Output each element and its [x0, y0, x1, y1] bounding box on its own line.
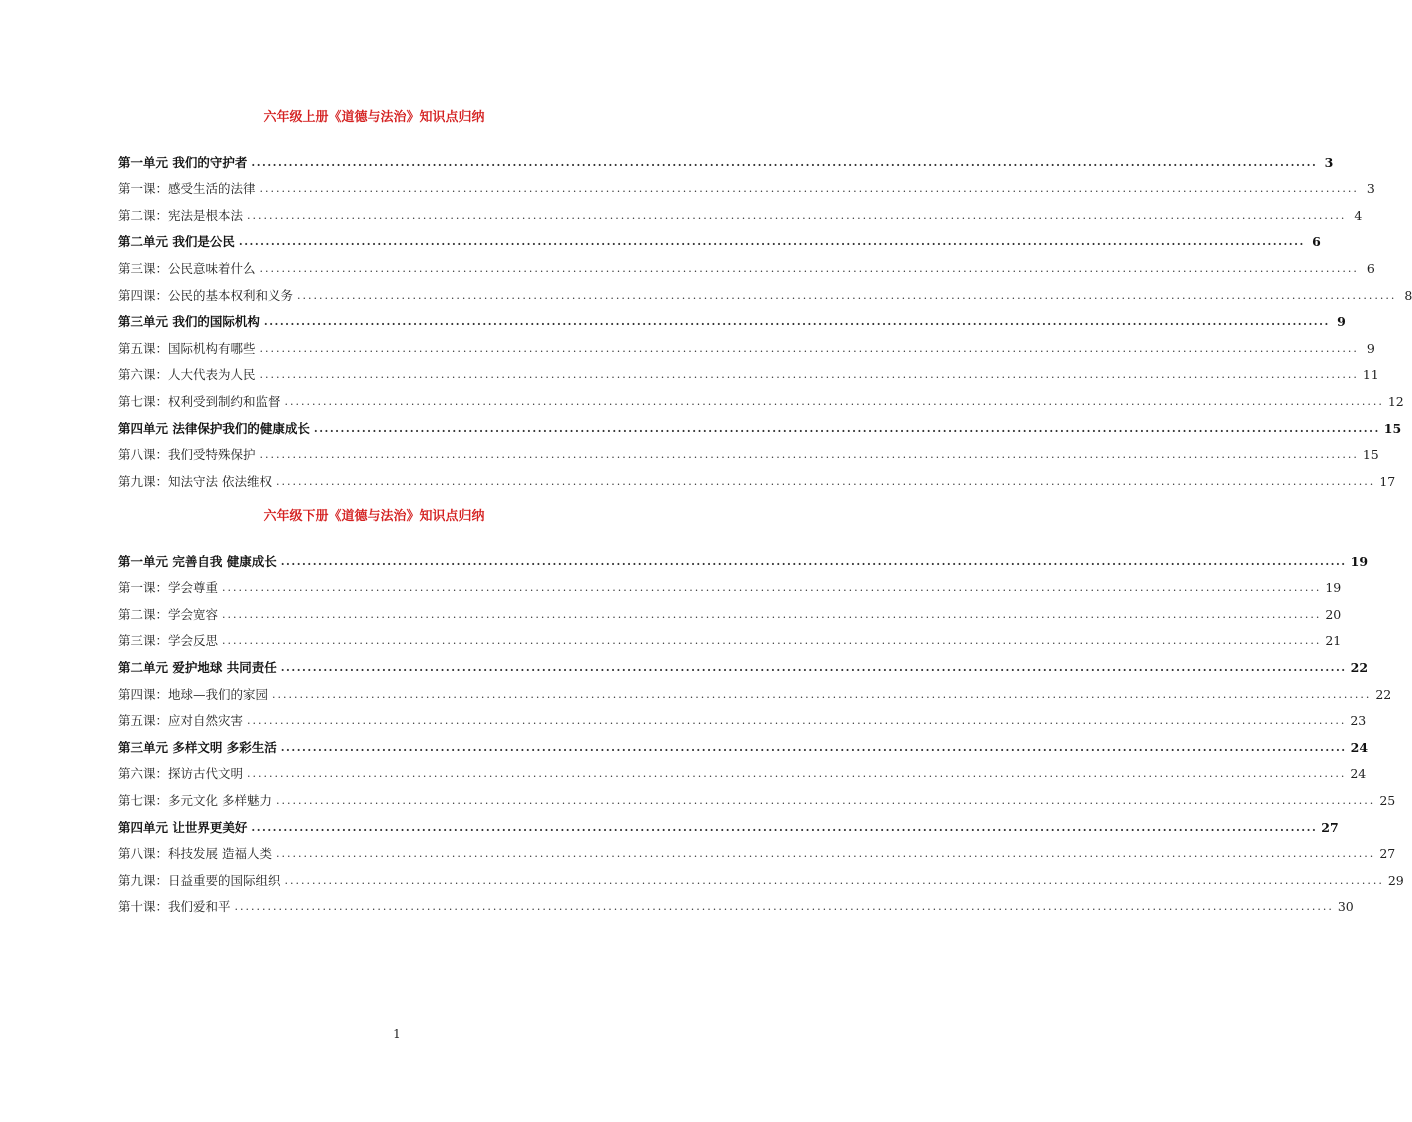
- toc-entry-title: 第三课：学会反思: [118, 633, 219, 649]
- dot-leader: ........................................................................................................................................................................................................: [247, 767, 1347, 781]
- dot-leader: ........................................................................................................................................................................................................: [238, 235, 1305, 249]
- toc-entry-page: 25: [1379, 792, 1396, 808]
- toc-entry-page: 6: [1366, 260, 1375, 276]
- toc-entry-title: 第二课：学会宽容: [118, 606, 219, 622]
- dot-leader: ........................................................................................................................................................................................................: [259, 182, 1359, 196]
- toc-lesson-entry[interactable]: [118, 197, 1363, 224]
- toc-entry-title: 第二单元 我们是公民: [118, 234, 235, 250]
- toc-entry-title: 第一课：感受生活的法律: [118, 181, 256, 197]
- toc-unit-entry[interactable]: [118, 144, 1334, 171]
- toc-entry-page: 29: [1387, 872, 1404, 888]
- toc-lesson-entry[interactable]: [118, 570, 1342, 597]
- toc-entry-page: 8: [1404, 287, 1412, 303]
- dot-leader: ........................................................................................................................................................................................................: [247, 208, 1347, 222]
- toc-lesson-entry[interactable]: [118, 782, 1396, 809]
- toc-entry-title: 第六课：探访古代文明: [118, 766, 244, 782]
- toc-entry-title: 第四单元 法律保护我们的健康成长: [118, 420, 310, 436]
- toc-entry-title: 第三单元 我们的国际机构: [118, 314, 260, 330]
- toc-lesson-entry[interactable]: [118, 330, 1375, 357]
- toc-entry-page: 19: [1350, 553, 1369, 569]
- toc-entry-title: 第九课：日益重要的国际组织: [118, 872, 281, 888]
- toc-lesson-entry[interactable]: [118, 463, 1396, 490]
- dot-leader: ........................................................................................................................................................................................................: [234, 900, 1334, 914]
- dot-leader: ........................................................................................................................................................................................................: [259, 341, 1359, 355]
- dot-leader: ........................................................................................................................................................................................................: [313, 421, 1380, 435]
- toc-entry-page: 19: [1325, 580, 1342, 596]
- dot-leader: ........................................................................................................................................................................................................: [272, 687, 1372, 701]
- dot-leader: ........................................................................................................................................................................................................: [247, 714, 1347, 728]
- page-number: 1: [393, 1027, 401, 1041]
- toc-lesson-entry[interactable]: [118, 596, 1342, 623]
- toc-unit-entry[interactable]: [118, 649, 1369, 676]
- toc-entry-page: 9: [1366, 340, 1375, 356]
- toc-entry-page: 22: [1350, 659, 1369, 675]
- toc-entry-page: 27: [1379, 846, 1396, 862]
- toc-entry-page: 24: [1350, 766, 1367, 782]
- toc-entry-page: 6: [1312, 234, 1321, 250]
- toc-entry-title: 第八课：我们受特殊保护: [118, 447, 256, 463]
- toc-lesson-entry[interactable]: [118, 756, 1367, 783]
- toc-lesson-entry[interactable]: [118, 836, 1396, 863]
- toc-entry-page: 15: [1362, 447, 1379, 463]
- toc-entry-page: 3: [1366, 181, 1375, 197]
- dot-leader: ........................................................................................................................................................................................................: [280, 554, 1347, 568]
- toc-entry-title: 第九课：知法守法 依法维权: [118, 473, 272, 489]
- dot-leader: ........................................................................................................................................................................................................: [280, 660, 1347, 674]
- dot-leader: ........................................................................................................................................................................................................: [263, 315, 1330, 329]
- toc-entry-page: 12: [1387, 393, 1404, 409]
- dot-leader: ........................................................................................................................................................................................................: [280, 740, 1347, 754]
- dot-leader: ........................................................................................................................................................................................................: [284, 394, 1384, 408]
- dot-leader: ........................................................................................................................................................................................................: [259, 368, 1359, 382]
- toc-entry-title: 第八课：科技发展 造福人类: [118, 846, 272, 862]
- toc-entry-title: 第四单元 让世界更美好: [118, 819, 248, 835]
- toc-entry-page: 21: [1325, 633, 1342, 649]
- toc-entry-title: 第一单元 我们的守护者: [118, 154, 248, 170]
- toc-entry-page: 17: [1379, 473, 1396, 489]
- toc-section-upper: [118, 108, 1412, 490]
- toc-unit-entry[interactable]: [118, 224, 1321, 251]
- toc-entry-page: 24: [1350, 739, 1369, 755]
- toc-lesson-entry[interactable]: [118, 171, 1375, 198]
- dot-leader: ........................................................................................................................................................................................................: [259, 448, 1359, 462]
- toc-unit-entry[interactable]: [118, 410, 1402, 437]
- dot-leader: ........................................................................................................................................................................................................: [275, 847, 1376, 861]
- section-heading: 六年级上册《道德与法治》知识点归纳: [263, 110, 485, 125]
- toc-entry-title: 第四课：地球—我们的家园: [118, 686, 269, 702]
- toc-entry-title: 第二单元 爱护地球 共同责任: [118, 659, 277, 675]
- toc-entry-title: 第十课：我们爱和平: [118, 899, 231, 915]
- dot-leader: ........................................................................................................................................................................................................: [275, 793, 1376, 807]
- toc-lesson-entry[interactable]: [118, 277, 1412, 304]
- toc-entry-title: 第二课：宪法是根本法: [118, 207, 244, 223]
- toc-lesson-entry[interactable]: [118, 250, 1375, 277]
- toc-entry-page: 20: [1325, 606, 1342, 622]
- dot-leader: ........................................................................................................................................................................................................: [222, 607, 1322, 621]
- toc-lesson-entry[interactable]: [118, 623, 1342, 650]
- toc-entry-page: 27: [1321, 819, 1339, 835]
- toc-lesson-entry[interactable]: [118, 889, 1354, 916]
- toc-unit-entry[interactable]: [118, 543, 1369, 570]
- toc-unit-entry[interactable]: [118, 304, 1346, 331]
- dot-leader: ........................................................................................................................................................................................................: [275, 474, 1376, 488]
- toc-entry-title: 第七课：权利受到制约和监督: [118, 393, 281, 409]
- dot-leader: ........................................................................................................................................................................................................: [259, 261, 1359, 275]
- toc-entry-title: 第三课：公民意味着什么: [118, 260, 256, 276]
- toc-entry-page: 11: [1362, 367, 1379, 383]
- toc-entry-title: 第一课：学会尊重: [118, 580, 219, 596]
- dot-leader: ........................................................................................................................................................................................................: [222, 581, 1322, 595]
- toc-entry-page: 15: [1383, 420, 1402, 436]
- dot-leader: ........................................................................................................................................................................................................: [297, 288, 1397, 302]
- toc-entry-page: 23: [1350, 713, 1367, 729]
- toc-lesson-entry[interactable]: [118, 862, 1404, 889]
- toc-entry-title: 第五课：应对自然灾害: [118, 713, 244, 729]
- toc-entry-page: 9: [1337, 314, 1346, 330]
- toc-entry-page: 22: [1375, 686, 1392, 702]
- toc-list: [118, 543, 1404, 915]
- toc-entry-page: 30: [1337, 899, 1354, 915]
- toc-unit-entry[interactable]: [118, 809, 1339, 836]
- toc-lesson-entry[interactable]: [118, 383, 1404, 410]
- toc-unit-entry[interactable]: [118, 729, 1369, 756]
- toc-entry-page: 4: [1354, 207, 1363, 223]
- toc-lesson-entry[interactable]: [118, 357, 1379, 384]
- toc-entry-page: 3: [1324, 154, 1334, 170]
- dot-leader: ........................................................................................................................................................................................................: [222, 634, 1322, 648]
- toc-entry-title: 第五课：国际机构有哪些: [118, 340, 256, 356]
- toc-section-lower: [118, 507, 1404, 915]
- toc-entry-title: 第三单元 多样文明 多彩生活: [118, 739, 277, 755]
- dot-leader: ........................................................................................................................................................................................................: [284, 873, 1384, 887]
- section-heading: 六年级下册《道德与法治》知识点归纳: [263, 509, 485, 524]
- toc-lesson-entry[interactable]: [118, 703, 1367, 730]
- toc-list: [118, 144, 1412, 490]
- toc-entry-title: 第四课：公民的基本权利和义务: [118, 287, 294, 303]
- toc-entry-title: 第六课：人大代表为人民: [118, 367, 256, 383]
- toc-lesson-entry[interactable]: [118, 437, 1379, 464]
- dot-leader: ........................................................................................................................................................................................................: [251, 820, 1318, 834]
- toc-lesson-entry[interactable]: [118, 676, 1392, 703]
- dot-leader: ........................................................................................................................................................................................................: [251, 155, 1318, 169]
- toc-entry-title: 第七课：多元文化 多样魅力: [118, 792, 272, 808]
- toc-entry-title: 第一单元 完善自我 健康成长: [118, 553, 277, 569]
